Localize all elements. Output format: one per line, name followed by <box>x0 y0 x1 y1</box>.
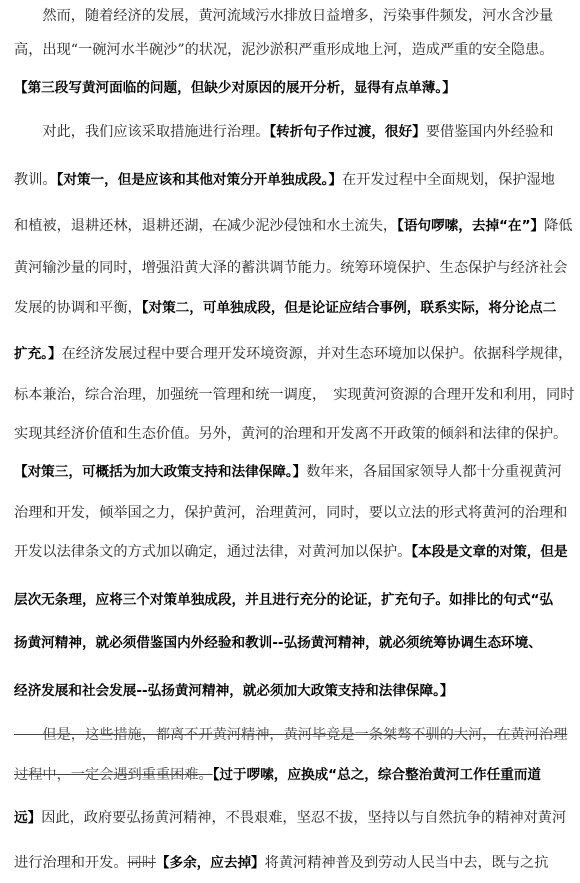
text-line <box>14 853 566 873</box>
text-line <box>14 385 575 405</box>
body-text: 标本兼治，综合治理，加强统一管理和统一调度， 实现黄河资源的合理开发和利用，同时 <box>14 387 575 403</box>
text-line <box>14 216 573 236</box>
teacher-comment: 经济发展和社会发展--弘扬黄河精神，就必须加大政策支持和法律保障。】 <box>14 683 454 699</box>
text-line <box>14 808 566 828</box>
body-text: 进行治理和开发。 <box>14 855 128 871</box>
body-text: 黄河输沙量的同时，增强沿黄大泽的蓄洪调节能力。统筹环境保护、生态保护与经济社会 <box>14 260 568 276</box>
body-text: 和植被，退耕还林，退耕还湖， <box>14 218 213 234</box>
struck-text: 但是，这些措施，都离不开黄河精神，黄河毕竟是一条桀骜不驯的大河，在黄河治理 <box>14 727 568 743</box>
body-text: 要借鉴国内外经验和 <box>425 124 554 140</box>
teacher-comment: 【对策一，但是应该和其他对策分开单独成段。】 <box>56 172 343 188</box>
text-line <box>14 681 566 701</box>
body-text: 数年来，各届国家领导人都十分重视黄河 <box>306 464 562 480</box>
text-line <box>14 40 566 60</box>
body-text: 对此，我们应该采取措施进行治理。 <box>14 124 270 140</box>
body-text: 减少泥沙侵蚀和水土流失， <box>226 218 398 234</box>
struck-text: 同时 <box>127 855 156 871</box>
teacher-comment: 扬黄河精神，就必须借鉴国内外经验和教训--弘扬黄河精神，就必须统筹协调生态环境、 <box>14 635 542 651</box>
teacher-comment: 【语句啰嗦，去掉“在”】 <box>397 218 545 234</box>
body-text: 开发以法律条文的方式加以确定，通过法律，对黄河加以保护。 <box>14 544 412 560</box>
teacher-comment: 【过于啰嗦，应换成“总之，综合整治黄河工作任重而道 <box>212 767 542 783</box>
text-line <box>14 344 573 364</box>
body-text: 教训。 <box>14 172 57 188</box>
body-text: 降低 <box>544 218 573 234</box>
text-line <box>14 542 566 562</box>
text-line <box>14 590 566 610</box>
text-line <box>14 122 566 142</box>
teacher-comment: 层次无条理，应将三个对策单独成段，并且进行充分的论证，扩充句子。如排比的句式“弘 <box>14 592 554 608</box>
struck-text: 过程中，一定会遇到重重困难。 <box>14 767 213 783</box>
body-text: 高，出现“一碗河水半碗沙”的状况，泥沙淤积严重形成地上河，造成严重的安全隐患。 <box>14 42 554 58</box>
text-line <box>14 258 566 278</box>
teacher-comment: 【对策二，可单独成段，但是论证应结合事例，联系实际，将分论点二 <box>141 300 557 316</box>
text-line <box>14 424 566 444</box>
text-line <box>14 633 566 653</box>
body-text: 然而，随着经济的发展，黄河流域污水排放日益增多，污染事件频发，河水含沙量 <box>14 8 554 24</box>
text-line <box>14 78 566 98</box>
text-line <box>14 503 566 523</box>
body-text: 在经济发展过程中要合理开发环境资源，并对生态环境加以保护。依据科学规律， <box>61 346 573 362</box>
body-text: 实现其经济价值和生态价值。另外，黄河的治理和开发离不开政策的倾斜和法律的保护。 <box>14 426 568 442</box>
body-text: 将黄河精神普及到劳动人民当中去，既与之抗 <box>264 855 549 871</box>
teacher-comment: 【本段是文章的对策，但是 <box>411 544 568 560</box>
teacher-comment: 【多余，应去掉】 <box>155 855 265 871</box>
text-line <box>14 765 566 785</box>
teacher-comment: 【转折句子作过渡，很好】 <box>269 124 426 140</box>
teacher-comment: 扩充。】 <box>14 346 62 362</box>
body-text: 治理和开发，倾举国之力，保护黄河，治理黄河，同时，要以立法的形式将黄河的治理和 <box>14 505 568 521</box>
teacher-comment: 【对策三，可概括为加大政策支持和法律保障。】 <box>14 464 307 480</box>
text-line <box>14 6 566 26</box>
struck-text: 在 <box>212 218 227 234</box>
teacher-comment: 远】 <box>14 810 42 826</box>
body-text: 发展的协调和平衡， <box>14 300 142 316</box>
body-text: 在开发过程中全面规划，保护湿地 <box>342 172 555 188</box>
body-text: 因此，政府要弘扬黄河精神，不畏艰难，坚忍不拔，坚持以与自然抗争的精神对黄河 <box>41 810 567 826</box>
text-line <box>14 725 566 745</box>
text-line <box>14 462 566 482</box>
text-line <box>14 170 566 190</box>
text-line <box>14 298 566 318</box>
teacher-comment: 【第三段写黄河面临的问题，但缺少对原因的展开分析，显得有点单薄。】 <box>14 80 456 96</box>
